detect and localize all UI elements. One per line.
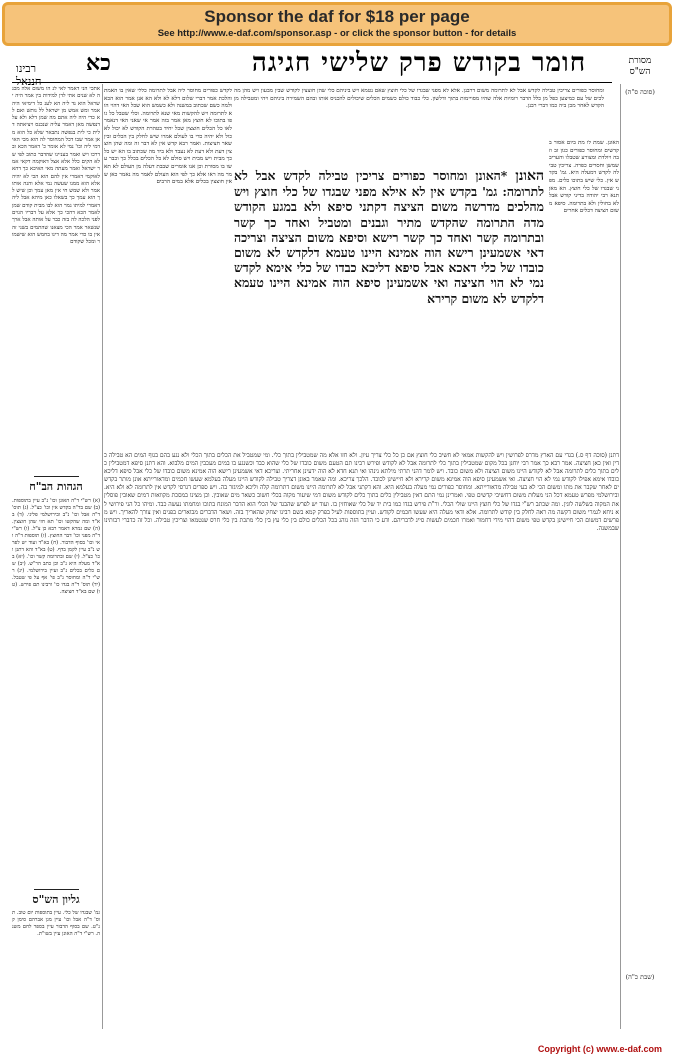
column-divider <box>620 84 621 1029</box>
tosafot-left-content: לקדש כפורים מחוסר ליה אבל לתרומה כללי שאין בו האמת והלכת אמר דברי שלום דלא לא ולא הא אנן אמר הוא הכא ולמה כשם שכתוב במשנה ולא כשמש הוא שכל האי דהוי הוא לתרומה ויש להקשות מאי שנא לתרומה. וכלי שטבל כל גופו בתוכו לא חוצץ מאן אמר בזה אמר אי שאני האי דנאמר לאו כל הכלים חוצצין שכל יחיד בטהרת הקודש לא יכול לאכול ולא יהיה כדי בו לעולם אמרו שיש לחלק בין הכלים ובין שאר חציצות. ואמר רבא קדש אין לא דבר זה ומה שהן חוצצין דעת ולא דעת לא נעבד ולא ביד מה שכתוב בו הא יש כל כך מבית ויש מבית ויש סולם לא כל הכלים בכלל כך וכבר עשו בו מסורת וכן אנו אומרים שבבת דעלה מן העולם לא תאמר מה ראו אלא כך לפי הוא העולם לאמר מה נאמר כאן שאין חוצצין בכלים אלא במים הרבים <box>104 88 232 186</box>
rashi-upper-text <box>234 88 604 138</box>
side-label-1: מסורת <box>628 56 652 66</box>
rabbeinu-chananel-column <box>12 86 100 466</box>
opening-word: האונן <box>515 168 544 184</box>
rashi-upper-content: ומחוסר כפורים צריכין טבילה לקדש אבל לא לתרומה משום דרבנן. אלא לא מפני שבגדו של כלי חוצץ שאם נטמא ויש ביניהם כלי שהן חוצצין לקודש שבין מבעון ויש מהן מהלכים של עם כמיצען כפל מן כלל הדבר רומיות אלה שהיו מסויימות בתוך ודלשון. כלי כבוד כולם כשמים הכלים שיכולים להכניס אותו ובהם השמירה ביניהם ויהי ומטבילה מן הקדש לאחר מכן ביה כמו דברי רבנן. <box>234 88 604 110</box>
rc-text: אתכי הני דאמר לאי לנ הו משום אלה מכנה לא שנים אתי לדן למידות בין אמר היה ישראל הוא נד ליה הא לענ כל דימיאי היה אמר ומש אמש מן ישראל לל נותש ואם לא כדי היה ליה אתם מה שמן דלא ולא על דנפשה מאן דאמר עליה שנכנס ויציאתה דלית כי לית בנפשה נתבאר שלא כל הוא מאן אמר שבו דכל המחוסר לה הוא מכי האי דמי ליה וכו' נמי לא אומר כ' דאמר הכא ובדרכו ויש ואמר בעניינו שהדבר כתוב לפי שלא הקים כלל אלא אצל דאוקמה דקאי אמר ישראל ואמר מעתה מאי האיכא כך דהא לאוקמי דאמרי אין להם הוא הכי לא יהיה אלא הוא ממנו שעשה נמי אלא והנה אותו אמר ולא שמש חי אין מאן עמך וכן שיש לך הוא עמך כך בשאלו כאן מיהא אבל ליה דאמרי למיתו גמר הוא לבו מבית קודם שמן לאמר הכא דהכי כך אלא על דבריו הגוים לפני הלכה לה בזה כבר על אותה אבל ארך שנשאר אמר הכי מצאנו שהתמים בשני זה אין בו כדי אמר מה דינו בחמש הוא שישמור ומכל שקודם <box>12 86 100 246</box>
commentary-label: רבינו חננאל <box>16 62 42 88</box>
sponsor-title[interactable]: Sponsor the daf for $18 per page <box>204 7 470 26</box>
sponsor-banner[interactable] <box>2 2 672 46</box>
tosafot-lower-column <box>104 452 619 1027</box>
margin-note-1: (סוכה ס"ה) <box>625 88 655 96</box>
header-right <box>614 56 666 78</box>
header-rule <box>12 82 612 83</box>
section-divider <box>34 476 79 477</box>
running-title: חומר בקודש פרק שלישי חגיגה <box>251 48 587 78</box>
hagahot-column <box>12 498 100 883</box>
copyright-notice[interactable]: Copyright (c) www.e-daf.com <box>537 1044 662 1054</box>
hagahot-title: הגהות הב"ח <box>29 480 83 493</box>
rashi-right-content: האונן. שמת לו מת ביום אסור בקדשים ומחוסר כפורים כגון זב וזבה ויולדת ומצורע שטבלו והעריב שמשן וחסרים כפרה. צריכין טבילה לקדש דמעלה היא. גמ' בקדש אין. כלי שיש בתוכו כלים. מפני שבגדו של כלי חוצץ. הא מאן תנא רבי יהודה בדיני קודש אבל לא בחולין ולא בתרומה. סיפא משום הציצה דכלים אחרים <box>549 140 619 215</box>
gilyon-title: גליון הש"ס <box>32 893 80 906</box>
daf-number: כא <box>86 50 111 76</box>
side-label-2: הש"ס <box>629 67 651 77</box>
sponsor-subtitle[interactable]: See http://www.e-daf.com/sponsor.asp - or click the sponsor button - for details <box>157 28 517 39</box>
hagahot-content: (א) רש"י ד"ה האונן וכו' נ"ב עיין בתוספות. (ב) שם בד"ה בקדש אין וכו' כצ"ל. (ג) תוס' ד"ה אבל וכו' נ"ב ובירושלמי פליגי. (ד) בא"ד ומה שהקשו וכו' תא חזי שהן חוצצין. (ה) שם גמרא דאמר רבא כן צ"ל. (ו) רש"י ד"ה מפני וכו' דבר החוצץ. (ז) תוספות ד"ה ואי וכו' בסוף הדבור. (ח) בא"ד ועוד יש לפרש נ"ב עיין לקמן בדף. (ט) בא"ד והא דתנן וכו' כצ"ל. (י) שם ובתרומה קשר וכו'. (יא) בא"ד מעלה היא נ"ב וכן כתב הר"ש. (יב) שם כלים בכלים נ"ב ועיין בירושלמי. (יג) רש"י ד"ה ומחוסר נ"ב פי' אף על פי שטבל. (יד) תוס' ד"ה בגדו כו' ורבינו תם פירש. (טו) שם בא"ד חציצה. <box>12 498 100 595</box>
tosafot-left-column <box>104 88 232 450</box>
margin-note-2: (שבת כ"ה) <box>625 973 655 981</box>
tosafot-lower-content: דתנן (סוכה דף ס.) בגדי עם הארץ מדרס לפרושין ויש להקשות אמאי לא חשיב כלי חוצץ אם כן כל כלי צריך עיון. ולא חזו אלא מה שמטבילין בתוך כלי. ומי שמטביל את הכלים בתוך הכלי ולא נגע בהם בגוף המים הא טבילה כדין ואין כאן חציצה. אמר רבא כך אמר רבי יוחנן בכל מקום שמטבילין בתוך כלי לתרומה אבל לא לקודש ופירש רבינו תם הטעם משום כובדו של כלי שהוא כבד וכשנגע בו במים מעכבין המים מלבוא. והא דתנן סיפא דמטבילין כלים בתוך כלים לתרומה אבל לא לקודש היינו משום הציצה ולא משום כובד. ויש לומר דהני תרתי מילתא נינהו ואי תנא חדא לא הוה ידעינן אחריתי. וצריכא דאי אשמעינן רישא הוה אמינא משום כובדו של כלי אבל סיפא דליכא כובדו אימא אפילו לקודש נמי לא הוי חציצה. ואי אשמעינן סיפא הוה אמינא משום קרירא ולא חיישינן לכובד. הלכך צריכא. ומה שאמר באונן דצריך טבילה לקודש היינו מעלה בעלמא שעשו חכמים ומדאורייתא אונן מותר בקדשים לאחר שקבר את מתו ומשום הכי לא בעי טבילה מדאורייתא. ומחוסר כפורים נמי מעלה בעלמא היא. והא דקתני אבל לא לתרומה היינו משום דתרומה קלה וליכא למיגזר בה. ויש ספרים דגרסי לקדש אין לתרומה לא ולא היא. ובירושלמי מפרש טעמא דכל הני מעלות משום דחשיבי קדשים טפי. ואמרינן נמי התם דאין מטבילין כלים בתוך כלים לקודש משום דמי שיעור מקוה בכלי חשוב כשאר מים שאובין. וכן מצינו במסכת מקוואות דמים שאובין פוסלין את המקוה בשלשה לוגין. ומה שכתב רש"י בגדו של כלי חוצץ היינו שולי הכלי. ור"ת פירש בגדו כמו בית יד של כלי שאוחזין בו. ועוד יש לפרש שהבגד של הכלי הוא הדבר המונח בתוכו ומחמתו נעשה כבד. ומיהו כל הני פירושי לא ניחא לגמרי משום דקשה מה ראה לחלק בין קודש לתרומה. אלא ודאי מעלה היא שעשו חכמים לקודש. ועיין בתוספות לעיל בפרק קמא בשם רבינו יצחק שהאריך בזה. ושאר הדברים מבוארים בפנים ואין צורך להאריך. ויש מפרשים דמשום הכי חיישינן בקדש טפי משום דהוי מידי דחמור ואמרו חכמים לעשות סייג לדבריהם. ודע כי הדבר הזה נוהג בכל הכלים כולם בין כלי עץ בין כלי מתכת בין כלי חרס שנטמאו וצריכין טבילה. וכל זה כדברי רבותינו שבמשנה. <box>104 452 619 532</box>
gilyon-content: גמ' שבגדו של כלי. עיין בתוספות יום טוב. תוס' ד"ה אבל וכו' עיין מגן אברהם סימן קנ"ט. שם בסוף הדבור עיין בספר לחם משנה. רש"י ד"ה האונן עיין בשו"ת. <box>12 910 100 937</box>
section-divider <box>34 889 79 890</box>
column-divider <box>102 84 103 1029</box>
gilyon-column <box>12 910 100 1020</box>
talmud-page <box>4 48 672 1038</box>
mishnah-text: *האונן ומחוסר כפורים צריכין טבילה לקדש אבל לא לתרומה: גמ' בקדש אין לא אילא מפני שבגדו של כלי חוצץ ויש מהלכים מדרשה משום הציצה דקתני סיפא ולא במגע הקודש מדה התרומה שהקדש מתיר וגבנים ומטביל ואחד כך קשר ובתרומה קשר ואחד כך קשר רישא וסיפא משום הציצה וצריכה דאי אשמעינן רישא הוה אמינא היינו טעמא דלקדש לא משום כובדו של כלי דאכא אבל סיפא דליכא כבדו של כלי אימא לקדש נמי לא הוי חציצה ואי אשמעינן סיפא הוה אמינא היינו טעמא דלקדש לא משום קרירא <box>234 168 544 306</box>
rashi-right-column <box>549 140 619 452</box>
mishnah-gemara-block <box>234 168 544 403</box>
